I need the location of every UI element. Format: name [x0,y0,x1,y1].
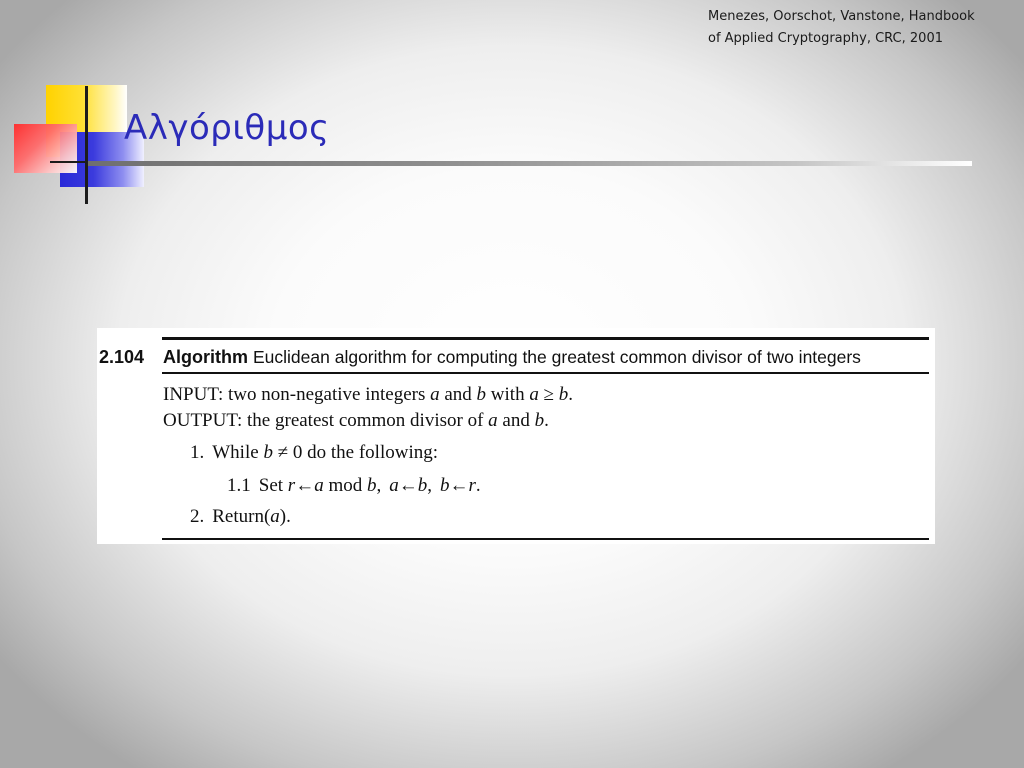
input-var-b: b [476,384,487,405]
citation [708,6,1018,50]
algorithm-heading [163,347,861,368]
step-1-1-r2: r [468,475,476,496]
algorithm-keyword: Algorithm [163,347,248,367]
step-1-1-arrow-1: ← [295,475,315,496]
red-square [14,124,77,173]
input-with: with [486,384,530,405]
step-1-1-arrow-2: ← [398,475,418,496]
title-underline [88,161,972,166]
citation-line-2: of Applied Cryptography, CRC, 2001 [708,31,943,46]
top-rule [162,337,929,340]
step-1-neq: ≠ 0 [272,442,308,463]
input-cond-a: a [529,384,539,405]
step-1-1-mod: mod [323,475,367,496]
algorithm-number: 2.104 [99,347,145,367]
step-1-1-comma-2: , [427,475,432,496]
algorithm-description: Euclidean algorithm for computing the greatest common divisor of two integers [253,347,861,367]
step-1-rest: do the following: [307,442,439,463]
step-1-number: 1. [190,442,205,463]
decorative-squares [0,0,160,210]
step-1-1 [227,475,481,497]
step-2-end: ). [279,506,291,527]
step-1-1-arrow-3: ← [449,475,469,496]
output-and: and [497,410,535,431]
step-1-1-comma-1: , [376,475,382,496]
slide-title: Αλγόριθμος [124,108,330,148]
step-1-1-b: b [366,475,377,496]
input-end: . [568,384,574,405]
input-prefix: INPUT: two non-negative integers [163,384,431,405]
output-line [163,410,549,432]
step-1-1-end: . [475,475,481,496]
step-1-1-a2: a [389,475,399,496]
step-1-var-b: b [263,442,273,463]
vertical-line [85,86,88,204]
step-1-text: While [212,442,264,463]
step-2-number: 2. [190,506,205,527]
step-1-1-r: r [287,475,296,496]
step-1-1-b2: b [417,475,428,496]
step-2 [190,506,291,528]
bottom-rule [162,538,929,540]
output-end: . [544,410,549,431]
step-1 [190,442,438,464]
step-1-1-b3: b [439,475,450,496]
step-1-1-a: a [314,475,324,496]
input-geq: ≥ [538,384,559,405]
heading-rule [162,372,929,374]
input-and: and [439,384,477,405]
output-prefix: OUTPUT: the greatest common divisor of [163,410,489,431]
algorithm-figure [97,328,935,544]
input-line [163,384,573,406]
step-1-1-number: 1.1 [227,475,251,496]
step-2-var-a: a [270,506,280,527]
step-1-1-text: Set [258,475,288,496]
input-cond-b: b [558,384,569,405]
input-var-a: a [430,384,440,405]
citation-line-1: Menezes, Oorschot, Vanstone, Handbook [708,9,975,24]
output-var-b: b [534,410,545,431]
step-2-text: Return( [212,506,271,527]
output-var-a: a [488,410,498,431]
